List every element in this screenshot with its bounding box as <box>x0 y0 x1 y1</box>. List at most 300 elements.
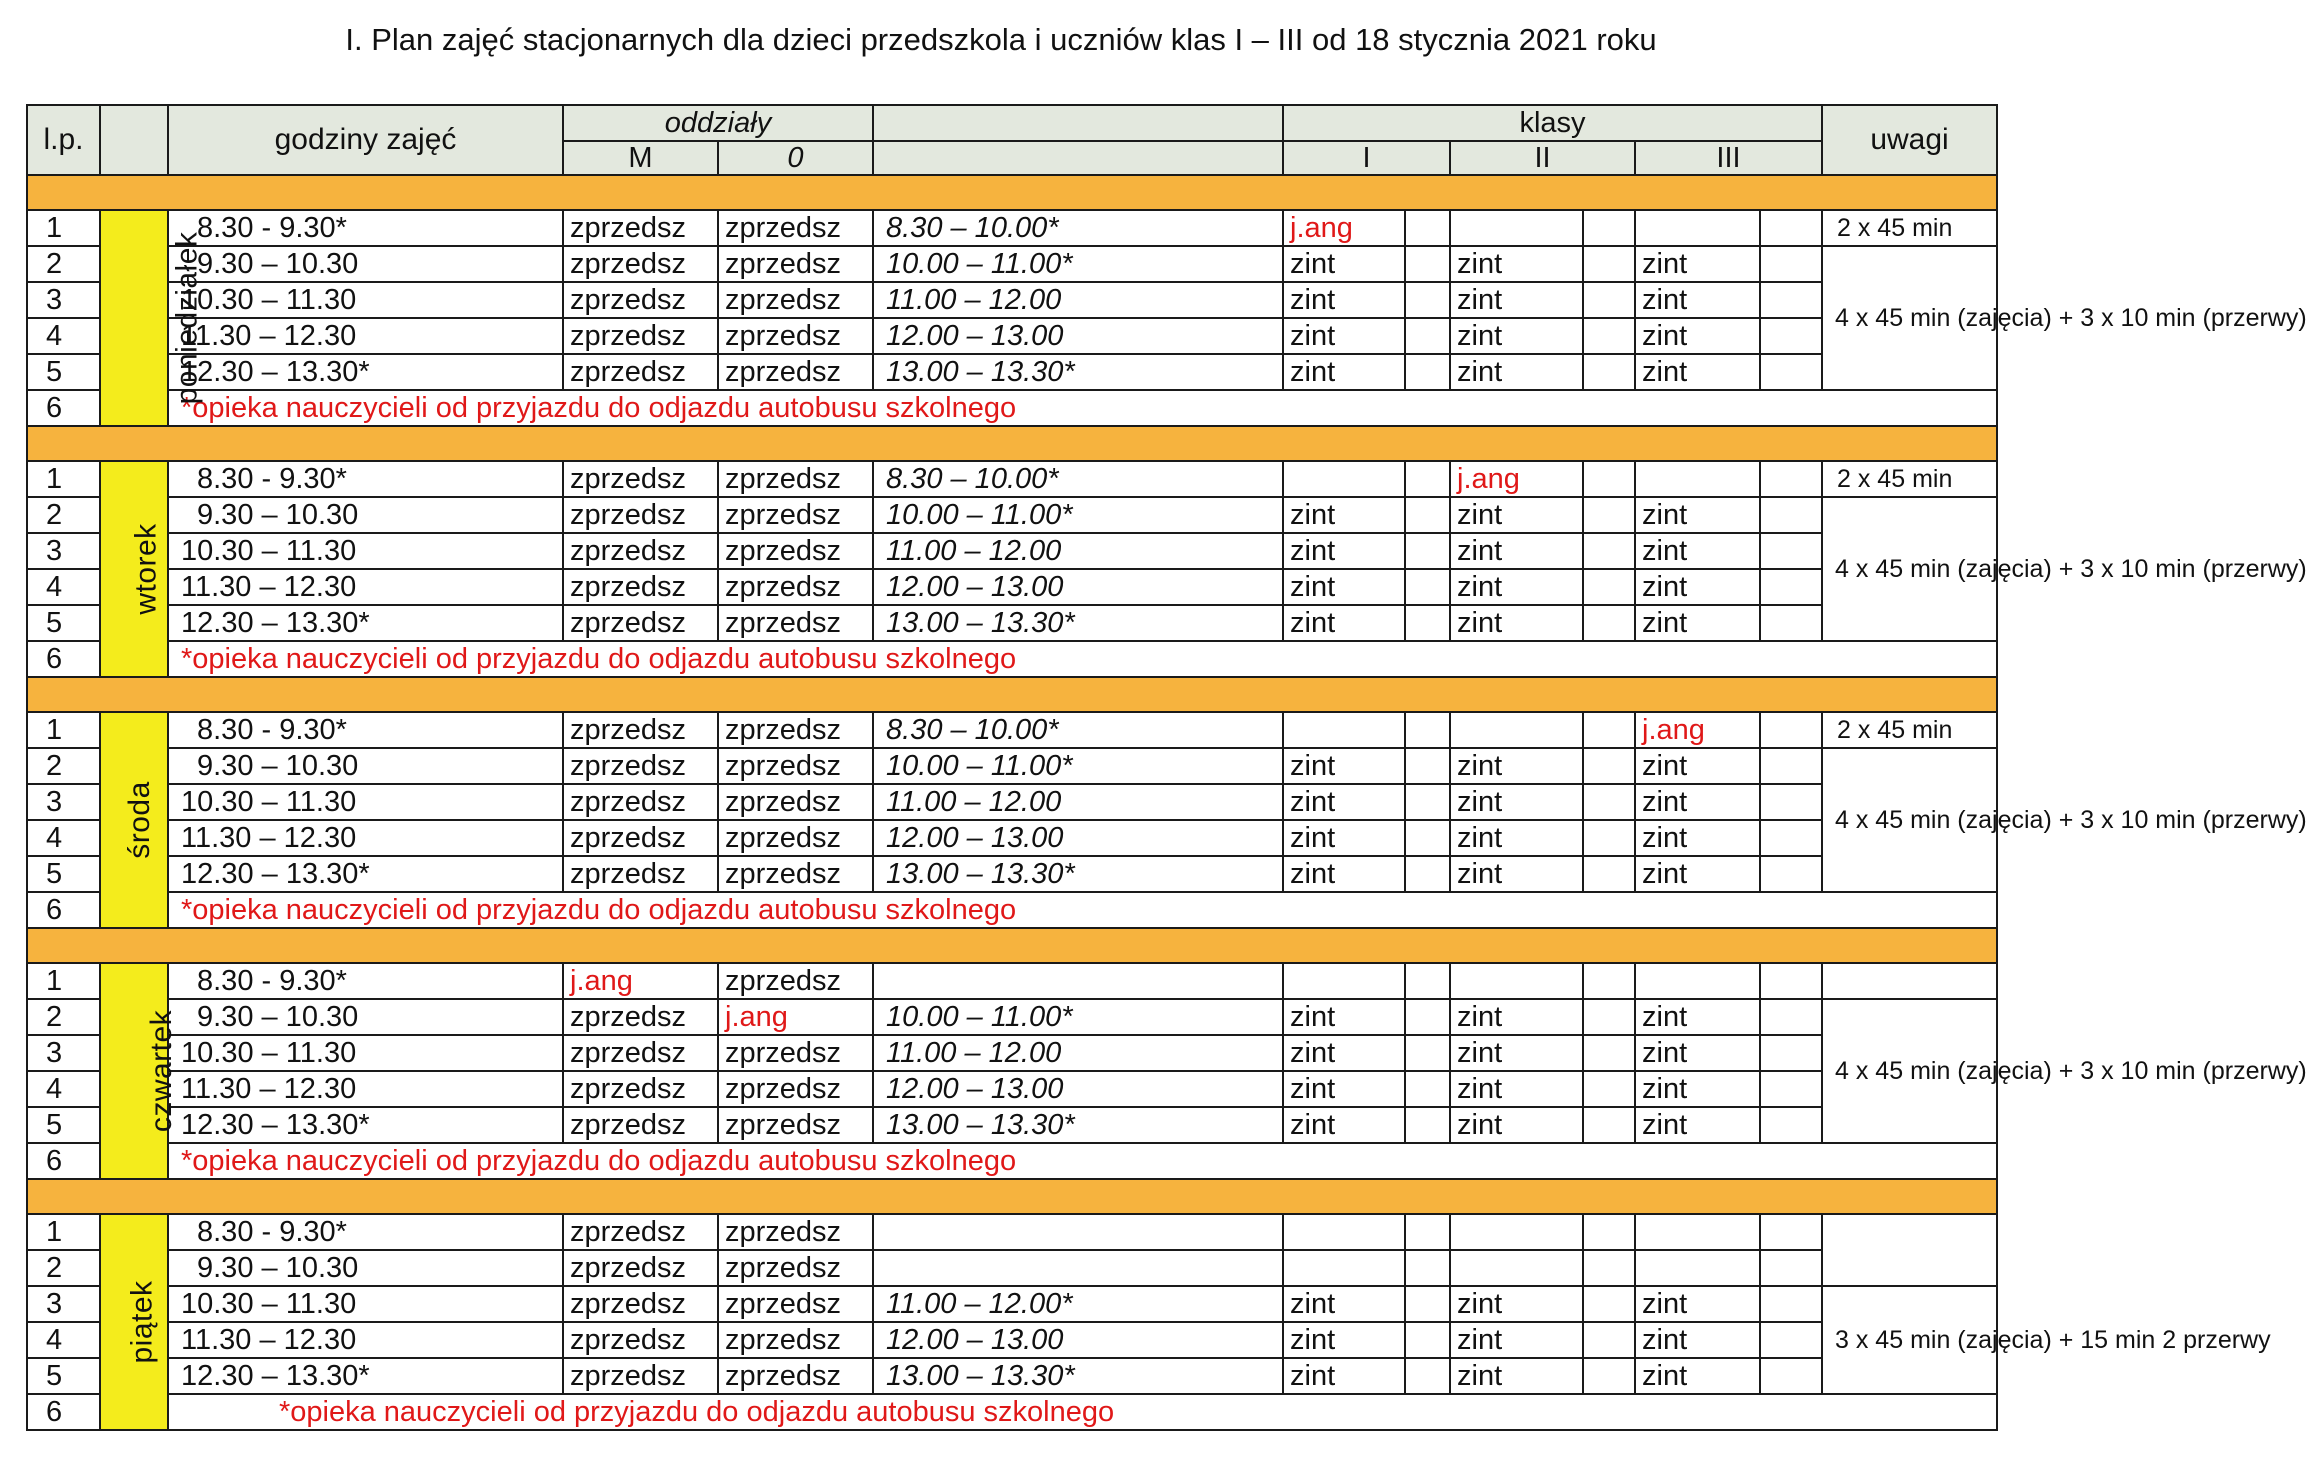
group-m: zprzedsz <box>563 1107 718 1143</box>
class-2-subject: zint <box>1450 1286 1583 1322</box>
class-3-subject: zint <box>1635 1286 1760 1322</box>
group-m: zprzedsz <box>563 533 718 569</box>
schedule-row <box>27 533 1997 569</box>
class-2-extra <box>1583 569 1635 605</box>
class-2-extra <box>1583 318 1635 354</box>
class-1-subject: zint <box>1283 354 1405 390</box>
group-zero: zprzedsz <box>718 1107 873 1143</box>
class-1-subject: zint <box>1283 1286 1405 1322</box>
schedule-row <box>27 390 1997 426</box>
class-3-subject: j.ang <box>1635 712 1760 748</box>
schedule-row <box>27 641 1997 677</box>
lesson-hours: 12.30 – 13.30* <box>168 605 563 641</box>
row-number: 2 <box>27 497 100 533</box>
class-1-subject <box>1283 712 1405 748</box>
class-3-subject <box>1635 210 1760 246</box>
row-number: 3 <box>27 1035 100 1071</box>
class-3-extra <box>1760 1107 1822 1143</box>
class-2-subject: zint <box>1450 605 1583 641</box>
class-2-subject: zint <box>1450 820 1583 856</box>
schedule-row <box>27 1250 1997 1286</box>
row-number: 5 <box>27 605 100 641</box>
schedule-row <box>27 820 1997 856</box>
schedule-row <box>27 246 1997 282</box>
class-1-subject: zint <box>1283 1107 1405 1143</box>
class-3-extra <box>1760 246 1822 282</box>
classes-hours: 13.00 – 13.30* <box>873 1107 1283 1143</box>
class-3-extra <box>1760 963 1822 999</box>
class-3-extra <box>1760 712 1822 748</box>
class-1-subject: zint <box>1283 1035 1405 1071</box>
header-class-1: I <box>1283 141 1450 175</box>
class-3-subject: zint <box>1635 820 1760 856</box>
group-zero: zprzedsz <box>718 1286 873 1322</box>
schedule-row <box>27 1214 1997 1250</box>
class-2-extra <box>1583 282 1635 318</box>
class-3-subject: zint <box>1635 569 1760 605</box>
group-m: zprzedsz <box>563 1214 718 1250</box>
group-zero: zprzedsz <box>718 569 873 605</box>
class-3-subject: zint <box>1635 1358 1760 1394</box>
classes-hours: 8.30 – 10.00* <box>873 210 1283 246</box>
class-2-subject: zint <box>1450 1358 1583 1394</box>
group-m: zprzedsz <box>563 748 718 784</box>
class-1-subject: zint <box>1283 999 1405 1035</box>
class-1-extra <box>1405 210 1450 246</box>
class-2-subject: zint <box>1450 533 1583 569</box>
teacher-care-note: *opieka nauczycieli od przyjazdu do odjazdu autobusu szkolnego <box>168 1143 1997 1179</box>
group-zero: zprzedsz <box>718 1322 873 1358</box>
group-m: zprzedsz <box>563 461 718 497</box>
page-title: I. Plan zajęć stacjonarnych dla dzieci przedszkola i uczniów klas I – III od 18 stycznia 2021 roku <box>345 22 1657 57</box>
group-zero: zprzedsz <box>718 784 873 820</box>
schedule-row <box>27 748 1997 784</box>
group-zero: zprzedsz <box>718 1035 873 1071</box>
remarks-first: 2 x 45 min <box>1822 210 1997 246</box>
class-2-subject: zint <box>1450 282 1583 318</box>
class-3-extra <box>1760 748 1822 784</box>
class-2-extra <box>1583 246 1635 282</box>
classes-hours: 12.00 – 13.00 <box>873 1071 1283 1107</box>
schedule-row <box>27 963 1997 999</box>
lesson-hours: 11.30 – 12.30 <box>168 1071 563 1107</box>
header-lp: l.p. <box>27 105 100 175</box>
remarks-blank <box>1822 1214 1997 1286</box>
class-1-extra <box>1405 1214 1450 1250</box>
class-2-extra <box>1583 497 1635 533</box>
separator-band <box>27 1179 1997 1214</box>
class-2-subject: zint <box>1450 246 1583 282</box>
row-number: 1 <box>27 461 100 497</box>
group-m: j.ang <box>563 963 718 999</box>
group-zero: zprzedsz <box>718 963 873 999</box>
group-zero: j.ang <box>718 999 873 1035</box>
group-m: zprzedsz <box>563 820 718 856</box>
remarks: 4 x 45 min (zajęcia) + 3 x 10 min (przerwy) <box>1822 497 1997 641</box>
group-m: zprzedsz <box>563 497 718 533</box>
class-3-extra <box>1760 1071 1822 1107</box>
class-3-extra <box>1760 533 1822 569</box>
row-number: 3 <box>27 533 100 569</box>
class-1-subject <box>1283 1250 1405 1286</box>
group-m: zprzedsz <box>563 856 718 892</box>
lesson-hours: 9.30 – 10.30 <box>168 999 563 1035</box>
class-1-extra <box>1405 963 1450 999</box>
header-uwagi: uwagi <box>1822 105 1997 175</box>
class-2-subject: j.ang <box>1450 461 1583 497</box>
class-3-subject: zint <box>1635 497 1760 533</box>
day-label <box>100 1214 168 1430</box>
classes-hours <box>873 963 1283 999</box>
classes-hours: 12.00 – 13.00 <box>873 1322 1283 1358</box>
class-1-subject: zint <box>1283 1322 1405 1358</box>
remarks: 3 x 45 min (zajęcia) + 15 min 2 przerwy <box>1822 1286 1997 1394</box>
class-1-subject: zint <box>1283 533 1405 569</box>
group-m: zprzedsz <box>563 1286 718 1322</box>
lesson-hours: 10.30 – 11.30 <box>168 533 563 569</box>
class-2-extra <box>1583 999 1635 1035</box>
class-2-extra <box>1583 1286 1635 1322</box>
teacher-care-note: *opieka nauczycieli od przyjazdu do odjazdu autobusu szkolnego <box>168 892 1997 928</box>
class-3-subject: zint <box>1635 748 1760 784</box>
class-1-subject: zint <box>1283 569 1405 605</box>
header-hours: godziny zajęć <box>168 105 563 175</box>
class-2-extra <box>1583 1358 1635 1394</box>
class-2-subject: zint <box>1450 999 1583 1035</box>
lesson-hours: 8.30 - 9.30* <box>168 963 563 999</box>
classes-hours: 11.00 – 12.00 <box>873 282 1283 318</box>
class-1-subject: zint <box>1283 1358 1405 1394</box>
group-zero: zprzedsz <box>718 1358 873 1394</box>
class-2-extra <box>1583 1071 1635 1107</box>
class-1-subject: j.ang <box>1283 210 1405 246</box>
row-number: 1 <box>27 963 100 999</box>
header-klasy-hours-blank <box>873 105 1283 141</box>
class-1-extra <box>1405 748 1450 784</box>
row-number: 5 <box>27 354 100 390</box>
day-label <box>100 712 168 928</box>
class-3-extra <box>1760 1214 1822 1250</box>
class-1-extra <box>1405 1250 1450 1286</box>
class-3-extra <box>1760 1358 1822 1394</box>
row-number: 5 <box>27 1107 100 1143</box>
day-separator <box>27 1179 1997 1214</box>
classes-hours: 12.00 – 13.00 <box>873 318 1283 354</box>
class-3-extra <box>1760 820 1822 856</box>
lesson-hours: 12.30 – 13.30* <box>168 1107 563 1143</box>
header-row-top <box>27 105 1997 141</box>
day-label <box>100 210 204 426</box>
group-zero: zprzedsz <box>718 318 873 354</box>
class-1-extra <box>1405 712 1450 748</box>
classes-hours: 8.30 – 10.00* <box>873 712 1283 748</box>
class-1-extra <box>1405 784 1450 820</box>
schedule-row <box>27 497 1997 533</box>
class-3-extra <box>1760 1322 1822 1358</box>
class-1-extra <box>1405 1358 1450 1394</box>
group-m: zprzedsz <box>563 1250 718 1286</box>
group-m: zprzedsz <box>563 1035 718 1071</box>
lesson-hours: 12.30 – 13.30* <box>168 354 563 390</box>
row-number: 3 <box>27 1286 100 1322</box>
schedule-row <box>27 1286 1997 1322</box>
day-name: czwartek <box>145 1009 179 1133</box>
class-2-extra <box>1583 533 1635 569</box>
class-3-extra <box>1760 1250 1822 1286</box>
class-1-extra <box>1405 246 1450 282</box>
group-zero: zprzedsz <box>718 856 873 892</box>
classes-hours: 12.00 – 13.00 <box>873 569 1283 605</box>
class-2-extra <box>1583 1250 1635 1286</box>
class-1-subject: zint <box>1283 856 1405 892</box>
schedule-row <box>27 1071 1997 1107</box>
class-3-extra <box>1760 856 1822 892</box>
schedule-row <box>27 354 1997 390</box>
lesson-hours: 11.30 – 12.30 <box>168 318 563 354</box>
class-3-subject: zint <box>1635 1107 1760 1143</box>
class-3-subject <box>1635 963 1760 999</box>
lesson-hours: 8.30 - 9.30* <box>168 461 563 497</box>
row-number: 4 <box>27 820 100 856</box>
class-1-extra <box>1405 1071 1450 1107</box>
group-zero: zprzedsz <box>718 210 873 246</box>
schedule-row <box>27 1322 1997 1358</box>
row-number: 3 <box>27 282 100 318</box>
header-class-3: III <box>1635 141 1822 175</box>
class-1-extra <box>1405 318 1450 354</box>
teacher-care-note: *opieka nauczycieli od przyjazdu do odjazdu autobusu szkolnego <box>168 390 1997 426</box>
class-1-subject: zint <box>1283 282 1405 318</box>
class-2-subject: zint <box>1450 856 1583 892</box>
row-number: 5 <box>27 1358 100 1394</box>
class-2-extra <box>1583 1107 1635 1143</box>
teacher-care-note: *opieka nauczycieli od przyjazdu do odjazdu autobusu szkolnego <box>168 641 1997 677</box>
day-separator <box>27 677 1997 712</box>
classes-hours <box>873 1214 1283 1250</box>
group-m: zprzedsz <box>563 318 718 354</box>
schedule-row <box>27 318 1997 354</box>
classes-hours: 10.00 – 11.00* <box>873 999 1283 1035</box>
class-3-extra <box>1760 354 1822 390</box>
separator-band <box>27 175 1997 210</box>
group-zero: zprzedsz <box>718 282 873 318</box>
class-3-extra <box>1760 497 1822 533</box>
lesson-hours: 10.30 – 11.30 <box>168 784 563 820</box>
schedule-row <box>27 1358 1997 1394</box>
lesson-hours: 8.30 - 9.30* <box>168 210 563 246</box>
class-2-extra <box>1583 748 1635 784</box>
classes-hours: 11.00 – 12.00 <box>873 533 1283 569</box>
class-2-extra <box>1583 1214 1635 1250</box>
class-2-subject: zint <box>1450 1322 1583 1358</box>
classes-hours: 13.00 – 13.30* <box>873 605 1283 641</box>
row-number: 5 <box>27 856 100 892</box>
class-1-subject: zint <box>1283 497 1405 533</box>
class-1-subject: zint <box>1283 605 1405 641</box>
group-zero: zprzedsz <box>718 246 873 282</box>
class-1-subject: zint <box>1283 820 1405 856</box>
remarks: 4 x 45 min (zajęcia) + 3 x 10 min (przerwy) <box>1822 748 1997 892</box>
classes-hours: 8.30 – 10.00* <box>873 461 1283 497</box>
class-2-extra <box>1583 354 1635 390</box>
class-2-subject <box>1450 963 1583 999</box>
class-1-extra <box>1405 1322 1450 1358</box>
separator-band <box>27 677 1997 712</box>
schedule-row <box>27 712 1997 748</box>
group-m: zprzedsz <box>563 354 718 390</box>
class-3-extra <box>1760 1035 1822 1071</box>
class-1-subject <box>1283 963 1405 999</box>
schedule-row <box>27 569 1997 605</box>
class-1-subject: zint <box>1283 318 1405 354</box>
class-1-extra <box>1405 533 1450 569</box>
class-2-extra <box>1583 856 1635 892</box>
class-3-subject: zint <box>1635 354 1760 390</box>
row-number: 2 <box>27 748 100 784</box>
class-3-extra <box>1760 569 1822 605</box>
classes-hours: 11.00 – 12.00* <box>873 1286 1283 1322</box>
class-3-extra <box>1760 282 1822 318</box>
group-zero: zprzedsz <box>718 1214 873 1250</box>
class-1-extra <box>1405 282 1450 318</box>
class-1-subject: zint <box>1283 246 1405 282</box>
class-3-subject <box>1635 1214 1760 1250</box>
schedule-row <box>27 282 1997 318</box>
lesson-hours: 12.30 – 13.30* <box>168 856 563 892</box>
class-3-subject: zint <box>1635 784 1760 820</box>
lesson-hours: 10.30 – 11.30 <box>168 282 563 318</box>
schedule-row <box>27 856 1997 892</box>
row-number: 3 <box>27 784 100 820</box>
separator-band <box>27 928 1997 963</box>
teacher-care-note: *opieka nauczycieli od przyjazdu do odjazdu autobusu szkolnego <box>168 1394 1997 1430</box>
lesson-hours: 10.30 – 11.30 <box>168 1286 563 1322</box>
remarks-first: 2 x 45 min <box>1822 461 1997 497</box>
day-name: wtorek <box>129 523 163 615</box>
class-2-subject: zint <box>1450 318 1583 354</box>
group-zero: zprzedsz <box>718 748 873 784</box>
class-3-subject: zint <box>1635 856 1760 892</box>
group-m: zprzedsz <box>563 246 718 282</box>
group-zero: zprzedsz <box>718 497 873 533</box>
header-klasy: klasy <box>1283 105 1822 141</box>
class-1-subject <box>1283 1214 1405 1250</box>
group-zero: zprzedsz <box>718 461 873 497</box>
row-number: 6 <box>27 1394 100 1430</box>
row-number: 1 <box>27 210 100 246</box>
class-2-extra <box>1583 1322 1635 1358</box>
lesson-hours: 9.30 – 10.30 <box>168 748 563 784</box>
class-3-subject: zint <box>1635 246 1760 282</box>
class-1-extra <box>1405 999 1450 1035</box>
class-3-subject: zint <box>1635 1071 1760 1107</box>
day-name: piątek <box>125 1280 159 1364</box>
schedule-table <box>26 104 2307 1431</box>
class-2-subject: zint <box>1450 569 1583 605</box>
class-3-extra <box>1760 784 1822 820</box>
group-m: zprzedsz <box>563 282 718 318</box>
row-number: 2 <box>27 1250 100 1286</box>
classes-hours: 13.00 – 13.30* <box>873 1358 1283 1394</box>
class-2-extra <box>1583 712 1635 748</box>
schedule-row <box>27 1394 1997 1430</box>
schedule-row <box>27 1107 1997 1143</box>
group-m: zprzedsz <box>563 1071 718 1107</box>
class-1-extra <box>1405 354 1450 390</box>
class-2-subject <box>1450 1214 1583 1250</box>
class-3-extra <box>1760 210 1822 246</box>
row-number: 4 <box>27 1322 100 1358</box>
group-zero: zprzedsz <box>718 354 873 390</box>
group-zero: zprzedsz <box>718 533 873 569</box>
remarks-first: 2 x 45 min <box>1822 712 1997 748</box>
classes-hours: 12.00 – 13.00 <box>873 820 1283 856</box>
header-m: M <box>563 141 718 175</box>
day-separator <box>27 426 1997 461</box>
group-m: zprzedsz <box>563 210 718 246</box>
lesson-hours: 11.30 – 12.30 <box>168 820 563 856</box>
class-1-subject: zint <box>1283 784 1405 820</box>
row-number: 6 <box>27 390 100 426</box>
day-label <box>100 461 168 677</box>
class-1-subject <box>1283 461 1405 497</box>
group-m: zprzedsz <box>563 1322 718 1358</box>
row-number: 4 <box>27 318 100 354</box>
group-zero: zprzedsz <box>718 1250 873 1286</box>
row-number: 1 <box>27 1214 100 1250</box>
class-3-extra <box>1760 605 1822 641</box>
classes-hours: 11.00 – 12.00 <box>873 784 1283 820</box>
class-1-extra <box>1405 820 1450 856</box>
classes-hours: 10.00 – 11.00* <box>873 748 1283 784</box>
class-3-extra <box>1760 1286 1822 1322</box>
lesson-hours: 9.30 – 10.30 <box>168 497 563 533</box>
class-1-subject: zint <box>1283 748 1405 784</box>
schedule-row <box>27 605 1997 641</box>
lesson-hours: 8.30 - 9.30* <box>168 1214 563 1250</box>
lesson-hours: 9.30 – 10.30 <box>168 246 563 282</box>
class-2-extra <box>1583 605 1635 641</box>
class-2-extra <box>1583 820 1635 856</box>
day-label <box>100 963 179 1179</box>
row-number: 6 <box>27 1143 100 1179</box>
class-1-extra <box>1405 569 1450 605</box>
class-3-subject: zint <box>1635 1035 1760 1071</box>
day-name: środa <box>122 781 156 859</box>
header-oddzialy: oddziały <box>563 105 873 141</box>
classes-hours: 10.00 – 11.00* <box>873 246 1283 282</box>
row-number: 4 <box>27 1071 100 1107</box>
class-2-subject: zint <box>1450 748 1583 784</box>
header-zero: 0 <box>718 141 873 175</box>
class-3-subject: zint <box>1635 533 1760 569</box>
row-number: 1 <box>27 712 100 748</box>
lesson-hours: 12.30 – 13.30* <box>168 1358 563 1394</box>
group-zero: zprzedsz <box>718 605 873 641</box>
class-3-extra <box>1760 461 1822 497</box>
row-number: 6 <box>27 892 100 928</box>
class-2-subject: zint <box>1450 1035 1583 1071</box>
class-2-extra <box>1583 784 1635 820</box>
class-1-extra <box>1405 856 1450 892</box>
lesson-hours: 10.30 – 11.30 <box>168 1035 563 1071</box>
lesson-hours: 8.30 - 9.30* <box>168 712 563 748</box>
classes-hours: 13.00 – 13.30* <box>873 856 1283 892</box>
class-1-extra <box>1405 461 1450 497</box>
classes-hours: 10.00 – 11.00* <box>873 497 1283 533</box>
class-2-subject: zint <box>1450 784 1583 820</box>
class-3-extra <box>1760 318 1822 354</box>
